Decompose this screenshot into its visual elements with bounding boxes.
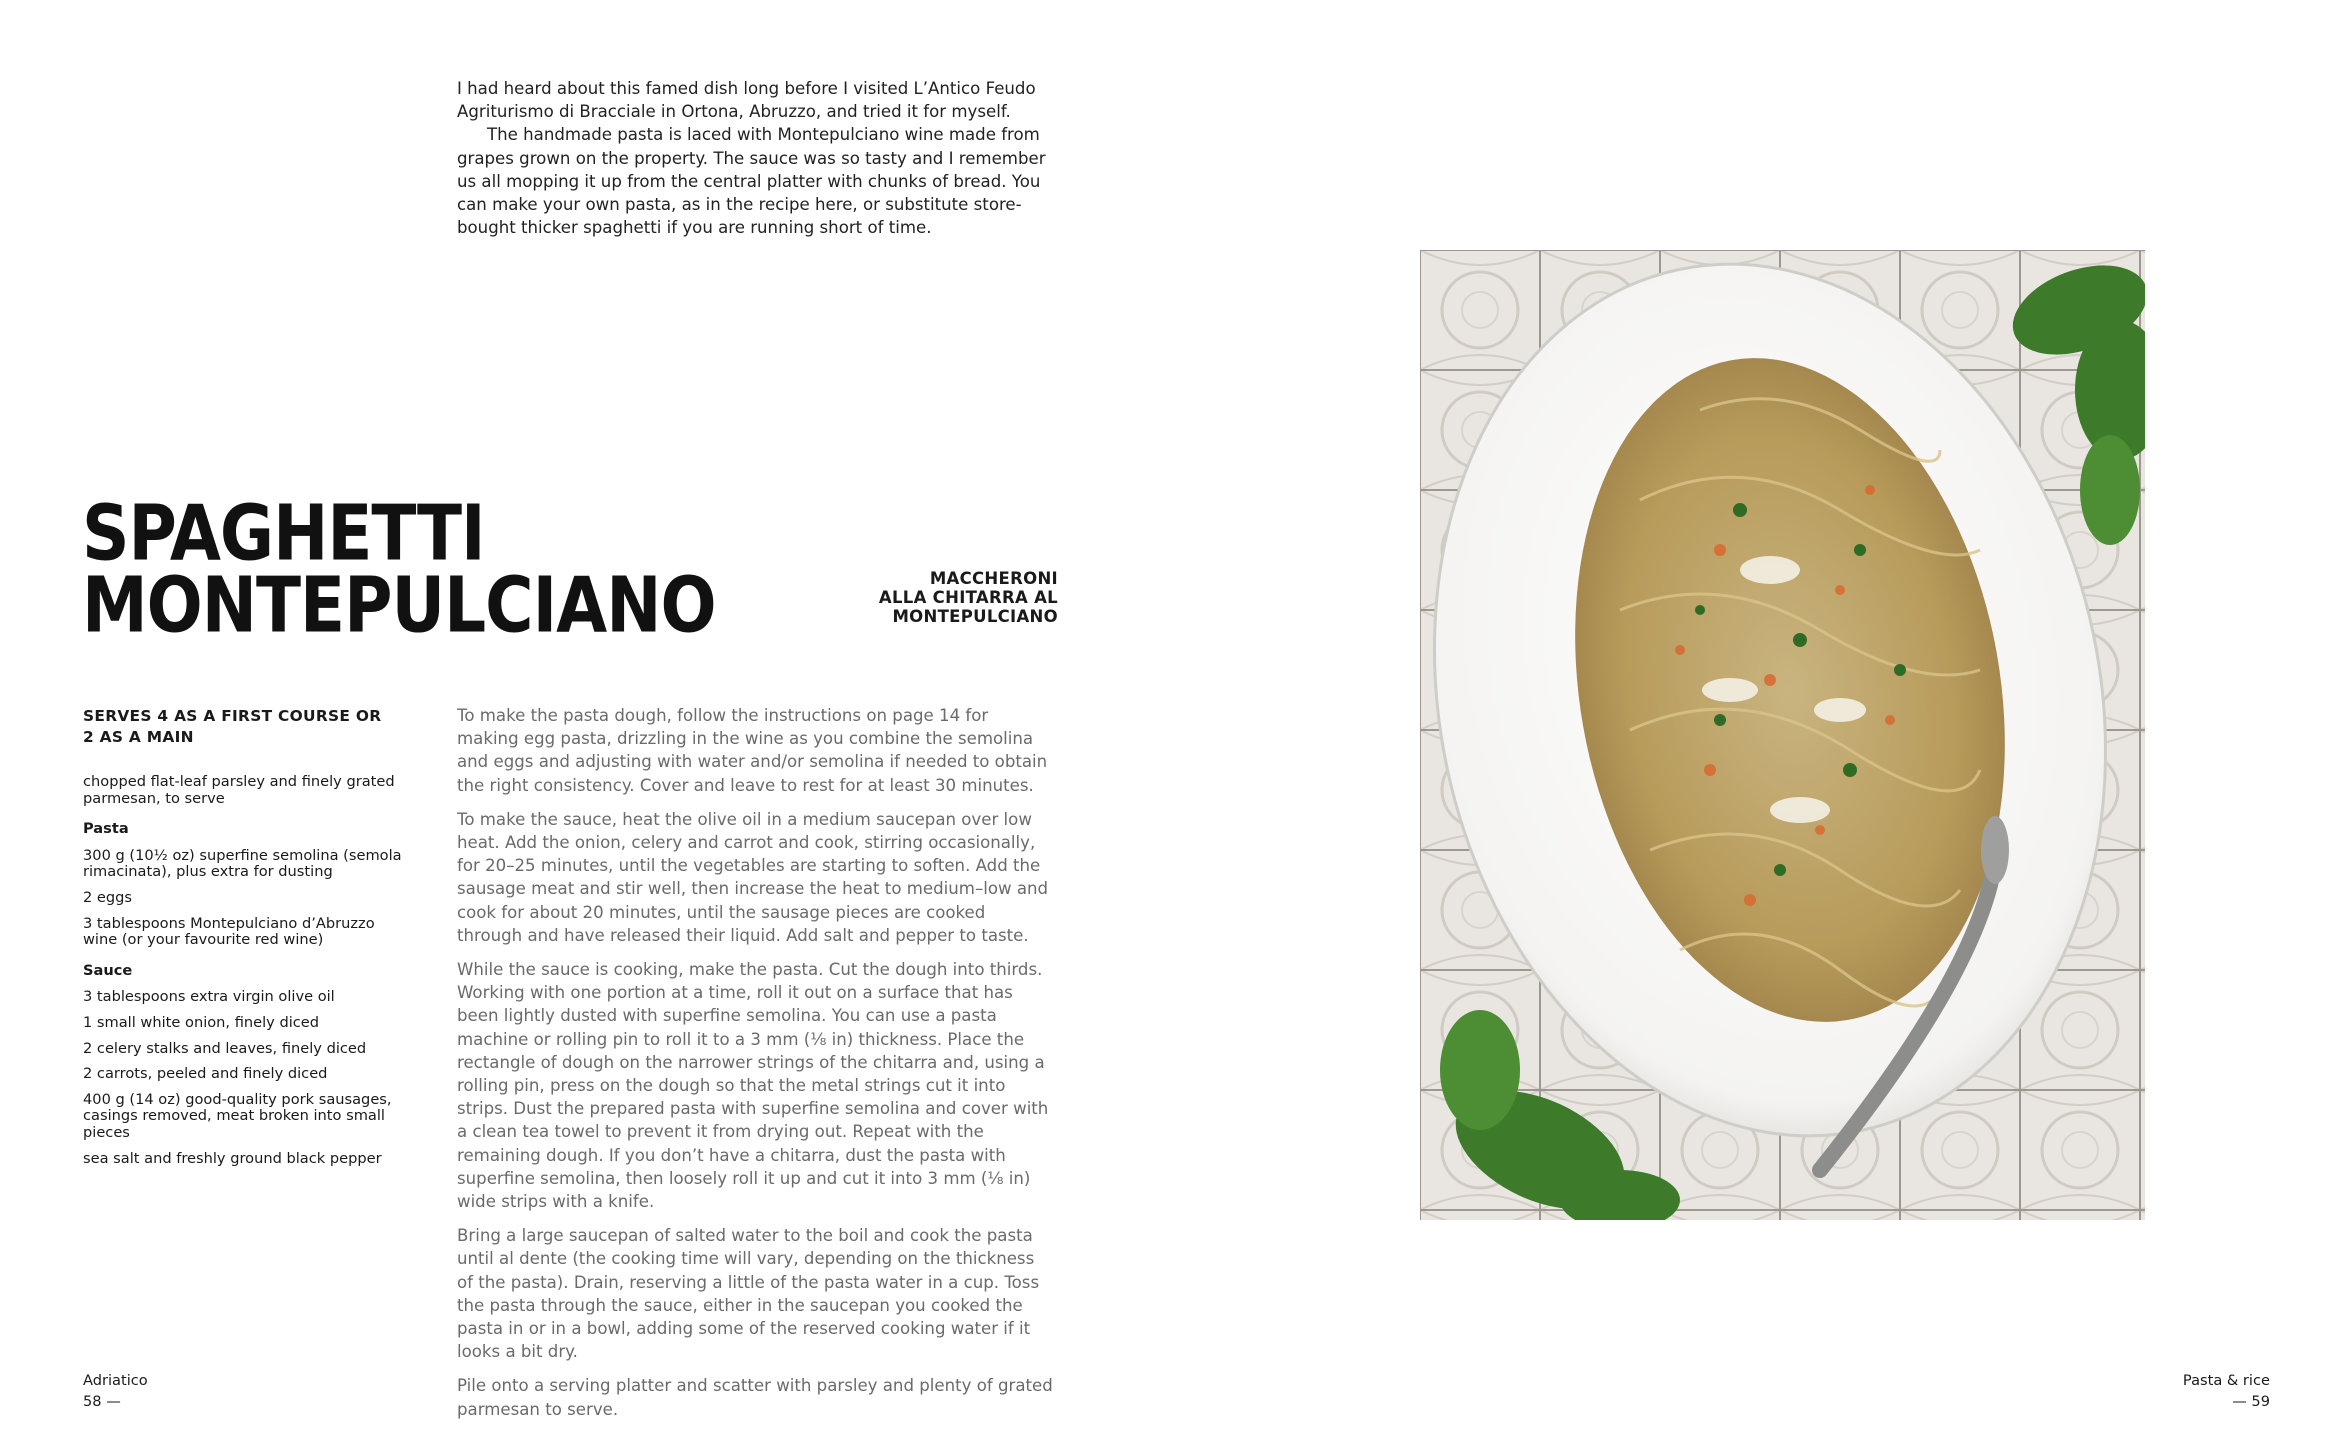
method-step: Bring a large saucepan of salted water to the boil and cook the pasta until al dente (the cooking time will vary, depending on the thickness of the pasta). Drain, reserving a little of the pasta water in a cup. Toss the pasta through the sauce, either in the saucepan you cooked the pasta in or in a bowl, adding some of the reserved cooking water if it looks a bit dry. [457,1226,1040,1362]
ingredient-item: 3 tablespoons extra virgin olive oil [83,988,335,1006]
page-number: 58 — [83,1393,121,1410]
italian-name-line: MONTEPULCIANO [892,607,1058,626]
method-step: While the sauce is cooking, make the pasta. Cut the dough into thirds. Working with one portion at a time, roll it out on a surface that has been lightly dusted with superfine semolina. You can use a pasta machine or rolling pin to roll it to a 3 mm (⅛ in) thickness. Place the rectangle of dough on the narrower strings of the chitarra and, using a rolling pin, press on the dough so that the metal strings cut it into strips. Dust the prepared pasta with superfine semolina and cover with a clean tea towel to prevent it from drying out. Repeat with the remaining dough. If you don’t have a chitarra, dust the pasta with superfine semolina, then loosely roll it up and cut it into 3 mm (⅛ in) wide strips with a knife. [457,960,1049,1212]
recipe-title-line: MONTEPULCIANO [82,560,716,650]
intro-text [457,77,1057,239]
ingredient-item: 300 g (10½ oz) superfine semolina (semola rimacinata), plus extra for dusting [83,846,402,881]
recipe-title-line: SPAGHETTI [82,488,485,579]
ingredient-item: 1 small white onion, finely diced [83,1013,320,1031]
footer-right [2100,1370,2270,1412]
recipe-italian-name [840,569,1058,626]
recipe-title [82,488,716,650]
sauce-heading: Sauce [83,961,133,979]
ingredient-item: 2 eggs [83,888,133,906]
intro-paragraph: I had heard about this famed dish long before I visited L’Antico Feudo Agriturismo di Bracciale in Ortona, Abruzzo, and tried it for myself. [457,79,1036,122]
serves-line: 2 AS A MAIN [83,728,194,746]
section-name: Pasta & rice [2182,1372,2270,1389]
ingredient-item: 2 celery stalks and leaves, finely diced [83,1039,367,1057]
garnish-ingredient: chopped flat-leaf parsley and finely grated parmesan, to serve [83,773,395,807]
spaghetti-platter-photo [1420,250,2145,1220]
method-step: To make the pasta dough, follow the instructions on page 14 for making egg pasta, drizzling in the wine as you combine the semolina and eggs and adjusting with water and/or semolina if needed to obtain the right consistency. Cover and leave to rest for at least 30 minutes. [457,706,1048,795]
intro-paragraph: The handmade pasta is laced with Montepulciano wine made from grapes grown on the property. The sauce was so tasty and I remember us all mopping it up from the central platter with chunks of bread. You can make your own pasta, as in the recipe here, or substitute store-bought thicker spaghetti if you are running short of time. [457,125,1046,238]
italian-name-line: ALLA CHITARRA AL [878,588,1058,607]
method-column [457,704,1055,1432]
ingredient-item: 3 tablespoons Montepulciano d’Abruzzo wine (or your favourite red wine) [83,914,375,949]
ingredient-item: 400 g (14 oz) good-quality pork sausages, casings removed, meat broken into small pieces [83,1090,392,1141]
section-name: Adriatico [83,1372,148,1389]
italian-name-line: MACCHERONI [929,569,1058,588]
ingredient-item: 2 carrots, peeled and finely diced [83,1065,328,1083]
sauce-ingredient-list [83,989,413,1167]
page-number: — 59 [2232,1393,2270,1410]
pasta-heading: Pasta [83,820,129,838]
ingredients-column [83,706,413,1181]
method-step: Pile onto a serving platter and scatter with parsley and plenty of grated parmesan to serve. [457,1376,1053,1419]
ingredient-item: sea salt and freshly ground black pepper [83,1149,382,1167]
pasta-ingredient-list [83,848,413,949]
photo-illustration [1420,250,2145,1220]
serves-line: SERVES 4 AS A FIRST COURSE OR [83,707,382,725]
serves-note [83,706,413,748]
footer-left [83,1370,148,1412]
method-step: To make the sauce, heat the olive oil in a medium saucepan over low heat. Add the onion, celery and carrot and cook, stirring occasionally, for 20–25 minutes, until the vegetables are starting to soften. Add the sausage meat and stir well, then increase the heat to medium–low and cook for about 20 minutes, until the sausage pieces are cooked through and have released their liquid. Add salt and pepper to taste. [457,809,1049,945]
